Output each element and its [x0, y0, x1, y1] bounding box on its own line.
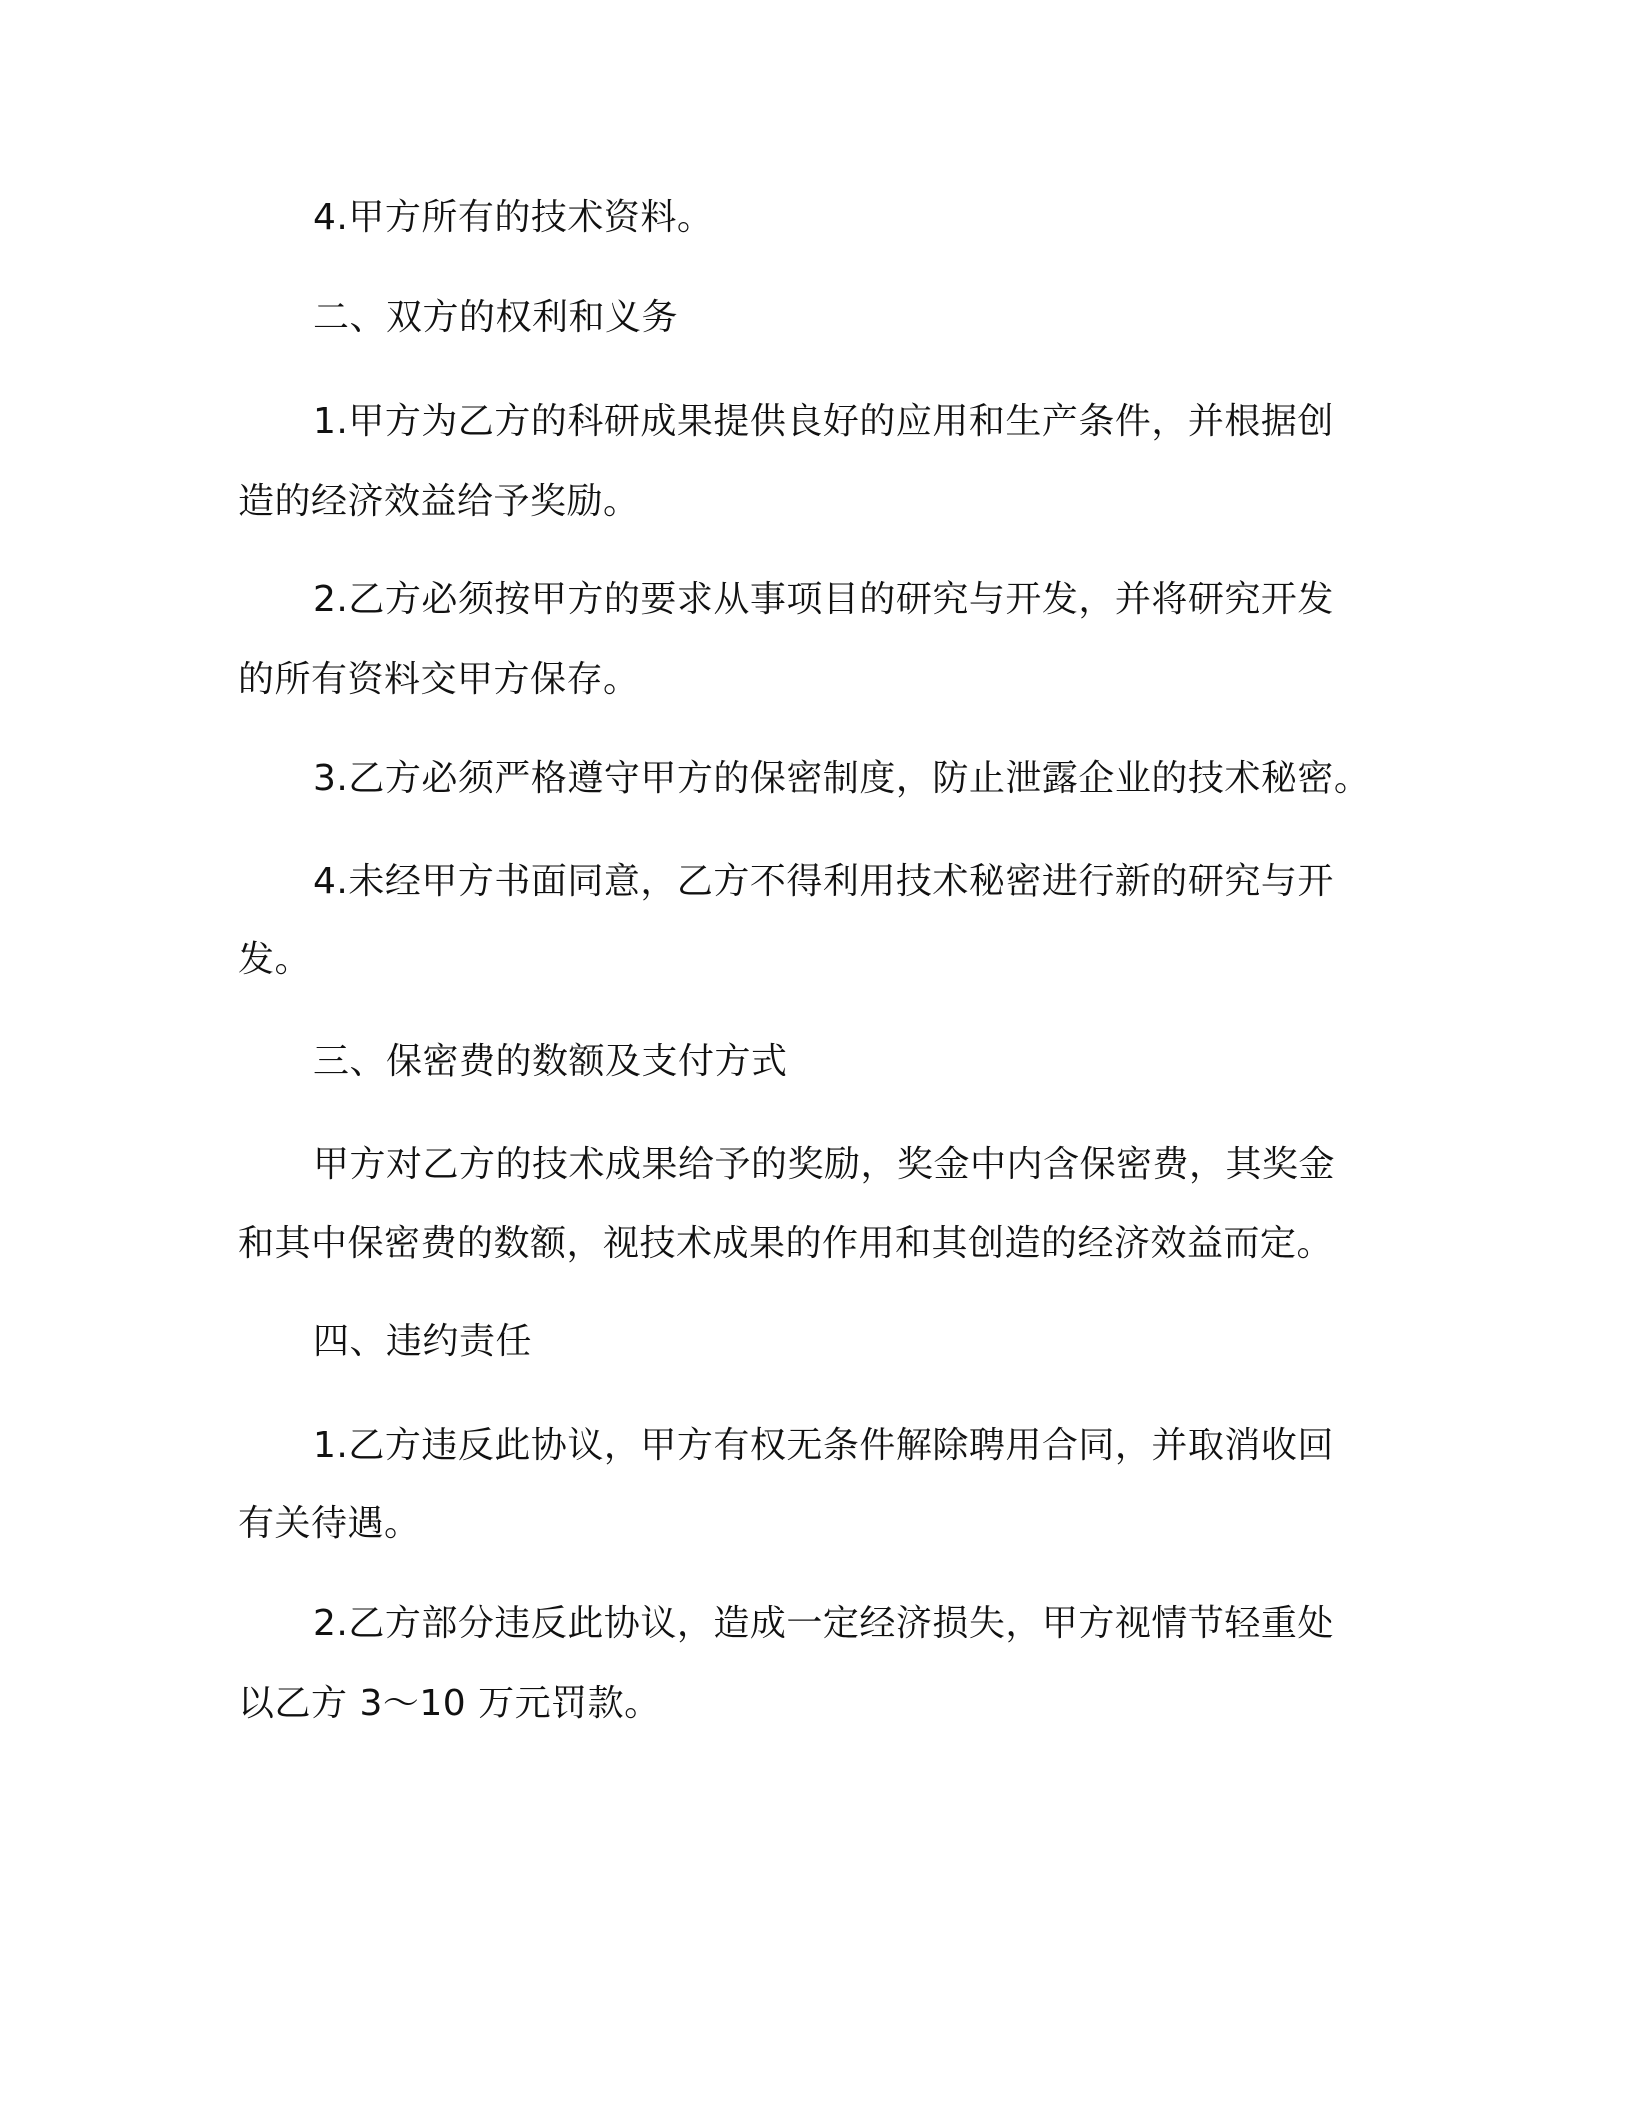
section-heading-liability: 四、违约责任 [313, 1321, 533, 1362]
clause-4-1-line-1: 1.乙方违反此协议，甲方有权无条件解除聘用合同，并取消收回 [313, 1425, 1334, 1466]
paragraph-fee-line-2: 和其中保密费的数额，视技术成果的作用和其创造的经济效益而定。 [238, 1223, 1334, 1264]
section-heading-confidentiality-fee: 三、保密费的数额及支付方式 [313, 1041, 788, 1082]
clause-2-2-line-2: 的所有资料交甲方保存。 [238, 659, 640, 700]
clause-4-2-line-1: 2.乙方部分违反此协议，造成一定经济损失，甲方视情节轻重处 [313, 1603, 1334, 1644]
clause-2-2-line-1: 2.乙方必须按甲方的要求从事项目的研究与开发，并将研究开发 [313, 579, 1334, 620]
list-item-tech-materials: 4.甲方所有的技术资料。 [313, 197, 714, 238]
clause-2-4-line-2: 发。 [238, 939, 312, 980]
paragraph-fee-line-1: 甲方对乙方的技术成果给予的奖励，奖金中内含保密费，其奖金 [313, 1144, 1336, 1185]
clause-2-1-line-1: 1.甲方为乙方的科研成果提供良好的应用和生产条件，并根据创 [313, 401, 1334, 442]
clause-2-1-line-2: 造的经济效益给予奖励。 [238, 481, 640, 522]
clause-4-2-line-2: 以乙方 3～10 万元罚款。 [238, 1683, 661, 1724]
clause-2-4-line-1: 4.未经甲方书面同意，乙方不得利用技术秘密进行新的研究与开 [313, 861, 1334, 902]
clause-2-3: 3.乙方必须严格遵守甲方的保密制度，防止泄露企业的技术秘密。 [313, 758, 1371, 799]
section-heading-rights-obligations: 二、双方的权利和义务 [313, 297, 679, 338]
clause-4-1-line-2: 有关待遇。 [238, 1503, 421, 1544]
